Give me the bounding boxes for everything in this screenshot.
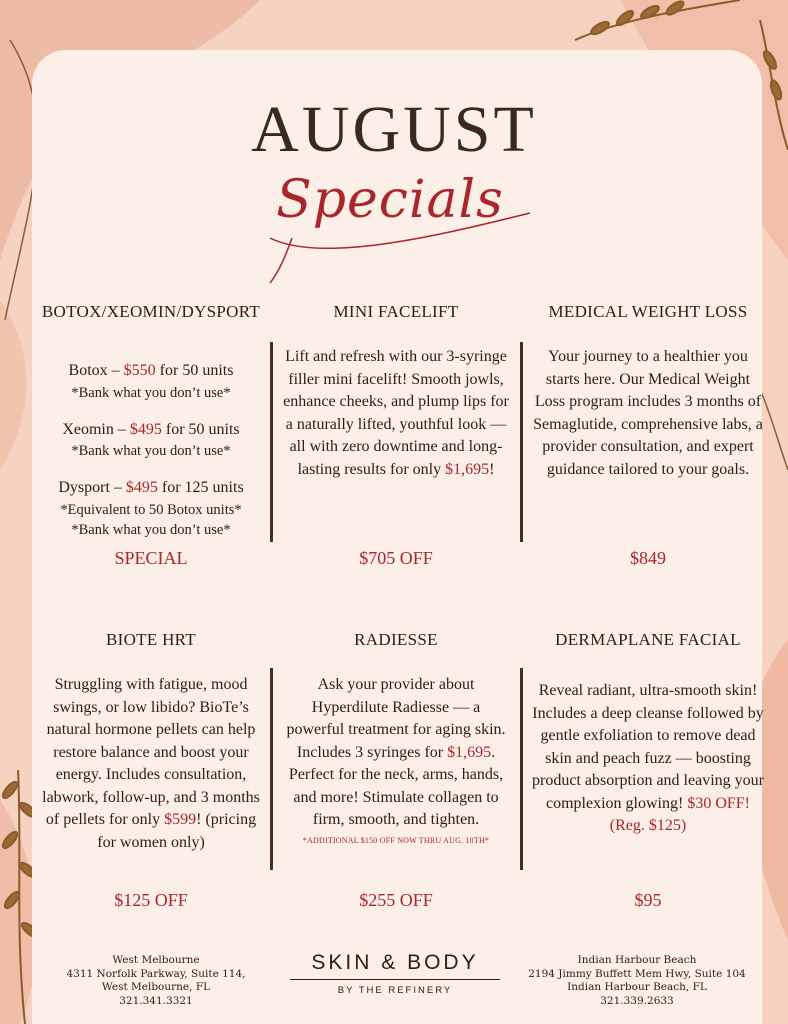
body-text: Ask your provider about Hyperdilute Radiesse — a powerful treatment for aging skin. Includes 3 syringes for — [286, 676, 506, 761]
special-body — [36, 674, 266, 854]
phone-number: 321.339.2633 — [600, 994, 674, 1007]
body-price: $599 — [164, 811, 197, 828]
botox-units: for 50 units — [155, 362, 234, 379]
dysport-price: $495 — [125, 479, 158, 496]
special-price: $125 OFF — [114, 890, 188, 910]
special-body — [36, 360, 266, 540]
bank-note: *Bank what you don’t use* — [71, 443, 231, 459]
body-price: $30 OFF! (Reg. $125) — [609, 794, 750, 834]
body-text-end: . Perfect for the neck, arms, hands, and more! Stimulate collagen to firm, smooth, and tighten. — [288, 743, 504, 828]
special-biote — [36, 630, 266, 854]
botox-price: $550 — [123, 362, 156, 379]
botox-label: Botox – — [68, 362, 124, 379]
special-body — [282, 346, 510, 481]
xeomin-price: $495 — [129, 420, 162, 438]
street-address: 4311 Norfolk Parkway, Suite 114, — [66, 967, 246, 980]
brand-logo — [290, 951, 500, 996]
body-text-end: ! — [489, 460, 495, 478]
special-title: BIOTE HRT — [106, 630, 196, 649]
page-title: AUGUST — [251, 93, 537, 166]
dysport-label: Dysport – — [58, 479, 126, 496]
column-divider — [270, 342, 273, 542]
special-dermaplane — [532, 630, 764, 838]
city-state: Indian Harbour Beach, FL — [567, 981, 707, 993]
special-body — [282, 674, 510, 832]
bank-note: *Bank what you don’t use* — [71, 384, 231, 401]
xeomin-units: for 50 units — [161, 420, 240, 438]
body-text: Struggling with fatigue, mood swings, or low libido? BioTe’s natural hormone pellets can help restore balance and boost your energy. Includes consultation, labwork, follow-up, and 3 months of pellets for only — [42, 676, 260, 828]
brand-tagline: BY THE REFINERY — [337, 985, 453, 996]
street-address: 2194 Jimmy Buffett Mem Hwy, Suite 104 — [528, 967, 746, 980]
body-text: Reveal radiant, ultra-smooth skin! Includes a deep cleanse followed by gentle exfoliation to remove dead skin and peach fuzz — boosting product absorption and leaving your complexion glowing! — [532, 682, 764, 812]
equivalent-note: *Equivalent to 50 Botox units* — [60, 501, 242, 518]
subtitle-flourish — [230, 168, 560, 288]
column-divider — [270, 668, 273, 870]
special-title: DERMAPLANE FACIAL — [555, 630, 741, 649]
xeomin-label: Xeomin – — [62, 420, 130, 438]
city-state: West Melbourne, FL — [101, 981, 211, 993]
additional-offer-note: *ADDITIONAL $150 OFF NOW THRU AUG. 10TH* — [302, 835, 490, 845]
special-body — [532, 680, 764, 838]
special-botox — [36, 302, 266, 540]
location-name: West Melbourne — [112, 954, 200, 966]
bank-note: *Bank what you don’t use* — [71, 521, 231, 538]
special-price: $849 — [630, 548, 666, 568]
footer-address-west-melbourne — [36, 954, 276, 1008]
page-subtitle: Specials — [276, 170, 504, 230]
brand-name: SKIN & BODY — [290, 951, 500, 980]
special-price: $255 OFF — [359, 890, 433, 910]
location-name: Indian Harbour Beach — [577, 954, 697, 966]
body-text-end: ! (pricing for women only) — [97, 811, 257, 851]
special-price: $95 — [634, 890, 662, 910]
footer-address-indian-harbour — [512, 954, 762, 1008]
special-price: SPECIAL — [114, 548, 188, 568]
body-text: Lift and refresh with our 3-syringe filler mini facelift! Smooth jowls, enhance cheeks, and plump lips for a naturally lifted, youthful look — all with zero downtime and long-lasting results for only — [283, 348, 509, 478]
phone-number: 321.341.3321 — [119, 994, 193, 1007]
special-price: $705 OFF — [359, 548, 433, 568]
special-title: BOTOX/XEOMIN/DYSPORT — [41, 302, 261, 321]
column-divider — [520, 342, 523, 542]
column-divider — [520, 668, 523, 870]
special-title: MEDICAL WEIGHT LOSS — [548, 302, 748, 321]
body-price: $1,695 — [447, 743, 492, 761]
dysport-units: for 125 units — [157, 479, 244, 496]
special-body: Your journey to a healthier you starts here. Our Medical Weight Loss program includes 3 months of Semaglutide, comprehensive labs, a provider consultation, and expert guidance tailored to your goals. — [533, 348, 763, 478]
special-radiesse — [282, 630, 510, 845]
special-weight-loss — [532, 302, 764, 481]
body-price: $1,695 — [445, 460, 490, 478]
special-mini-facelift — [282, 302, 510, 481]
special-title: RADIESSE — [354, 630, 438, 649]
special-title: MINI FACELIFT — [333, 302, 459, 321]
